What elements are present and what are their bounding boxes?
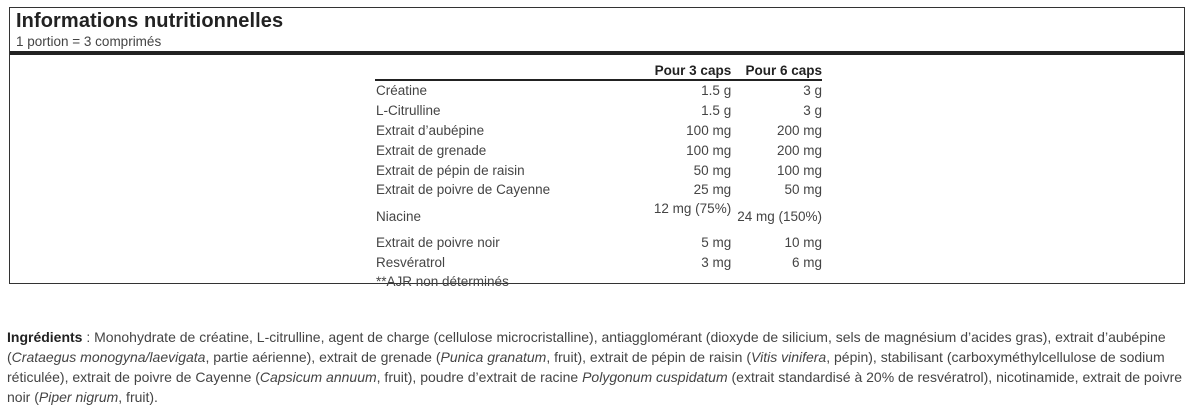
ingredients-label: Ingrédients xyxy=(7,329,83,345)
row-value-6-caps: 200 mg xyxy=(776,142,822,158)
ingredients-text: (extrait standardisé à 20% de resvératrol), nicotinamide, extrait de poivre noir ( xyxy=(7,369,1183,405)
latin-name: Crataegus monogyna/laevigata xyxy=(11,349,206,365)
row-value-3-caps: 25 mg xyxy=(693,182,732,198)
row-value-3-caps: 50 mg xyxy=(693,162,732,178)
ingredients-text: , fruit), poudre d’extrait de racine xyxy=(376,369,583,385)
latin-name: Polygonum cuspidatum xyxy=(582,369,728,385)
panel-title: Informations nutritionnelles xyxy=(16,10,284,32)
latin-name: Piper nigrum xyxy=(38,389,119,405)
table-row xyxy=(375,121,822,141)
row-value-3-caps: 5 mg xyxy=(701,235,732,251)
ingredients-text: , fruit). xyxy=(118,389,158,405)
table-row xyxy=(375,253,822,273)
latin-name: Vitis vinifera xyxy=(751,349,827,365)
table-row xyxy=(375,180,822,200)
row-value-6-caps: 24 mg (150%) xyxy=(737,208,822,224)
row-value-6-caps: 10 mg xyxy=(784,235,822,251)
nutrition-table xyxy=(375,61,822,291)
row-name: Resvératrol xyxy=(376,254,446,270)
row-value-6-caps: 200 mg xyxy=(776,122,822,138)
table-row xyxy=(375,160,822,180)
row-value-6-caps: 100 mg xyxy=(776,162,822,178)
ingredients-text: , pépin), stabilisant (carboxyméthylcellulose de sodium réticulée), extrait de poivre de Cayenne ( xyxy=(7,349,1165,385)
serving-size: 1 portion = 3 comprimés xyxy=(16,34,162,49)
ingredients-text: Monohydrate de créatine, L-citrulline, agent de charge (cellulose microcristalline), antiagglomérant (dioxyde de silicium, sels de magnésium d’acides gras), extrait d’aubépine ( xyxy=(7,329,1166,365)
row-name: Niacine xyxy=(376,208,422,224)
row-value-3-caps: 1.5 g xyxy=(701,103,732,119)
table-row xyxy=(375,101,822,121)
row-name: Créatine xyxy=(376,83,428,99)
nutrition-facts-panel xyxy=(9,7,1185,290)
row-value-3-caps: 12 mg (75%) xyxy=(653,200,732,216)
ingredients-paragraph xyxy=(7,327,1187,407)
latin-name: Punica granatum xyxy=(440,349,547,365)
row-value-6-caps: 3 g xyxy=(803,83,822,99)
ingredients-text: , partie aérienne), extrait de grenade ( xyxy=(205,349,441,365)
ingredients-text: , fruit), extrait de pépin de raisin ( xyxy=(546,349,751,365)
table-header xyxy=(375,61,822,81)
table-row xyxy=(375,200,822,233)
row-name: Extrait de poivre noir xyxy=(376,235,500,251)
row-value-3-caps: 3 mg xyxy=(701,254,732,270)
row-name: Extrait de pépin de raisin xyxy=(376,162,525,178)
row-value-3-caps: 1.5 g xyxy=(701,83,732,99)
row-name: Extrait d’aubépine xyxy=(376,122,485,138)
latin-name: Capsicum annuum xyxy=(259,369,377,385)
row-value-6-caps: 6 mg xyxy=(791,254,822,270)
table-row xyxy=(375,81,822,101)
table-footnote: **AJR non déterminés xyxy=(376,274,509,290)
table-row xyxy=(375,233,822,253)
ingredients-separator: : xyxy=(82,329,95,345)
row-name: Extrait de grenade xyxy=(376,142,487,158)
thick-divider xyxy=(10,51,1184,55)
header-6-caps: Pour 6 caps xyxy=(745,62,822,78)
row-value-3-caps: 100 mg xyxy=(686,142,732,158)
row-value-6-caps: 50 mg xyxy=(784,182,822,198)
header-3-caps: Pour 3 caps xyxy=(654,62,732,78)
row-value-6-caps: 3 g xyxy=(803,103,822,119)
row-name: Extrait de poivre de Cayenne xyxy=(376,182,551,198)
row-name: L-Citrulline xyxy=(376,103,441,119)
row-value-3-caps: 100 mg xyxy=(686,122,732,138)
table-row xyxy=(375,140,822,160)
